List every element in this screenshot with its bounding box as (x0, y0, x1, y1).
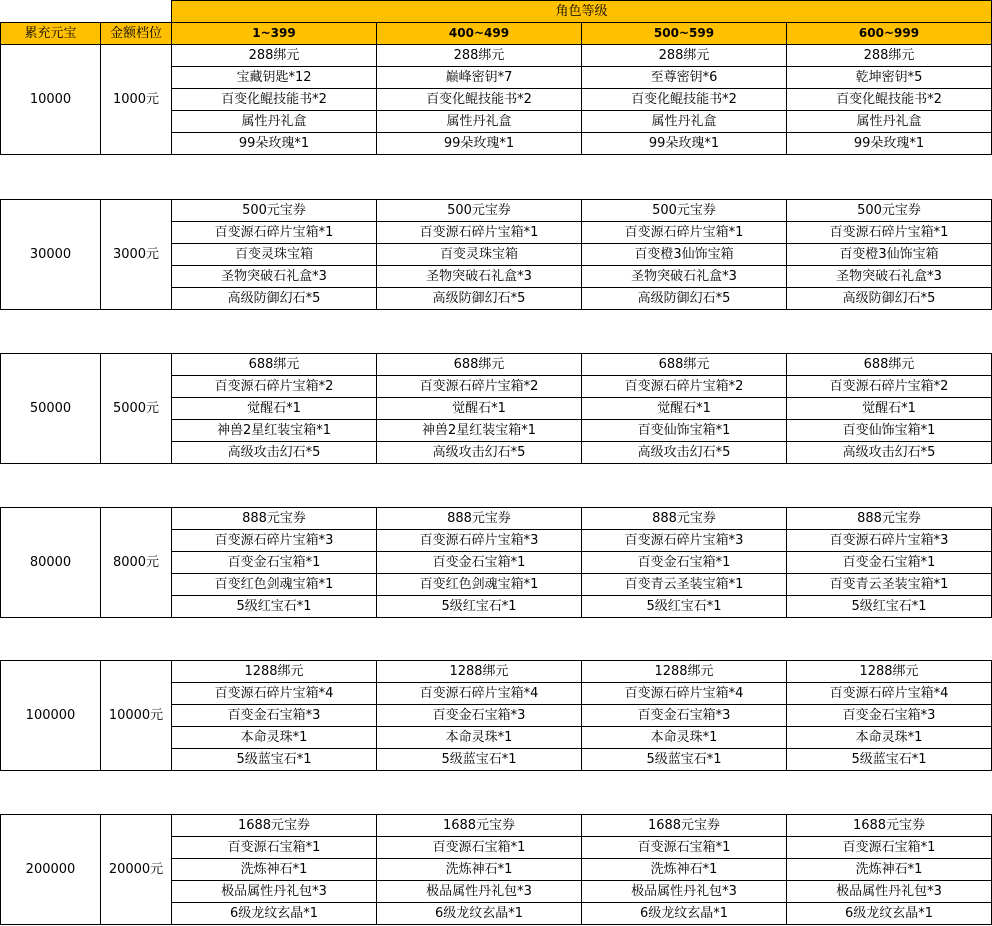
reward-cell: 高级防御幻石*5 (172, 288, 377, 310)
reward-cell: 巅峰密钥*7 (377, 67, 582, 89)
reward-cell: 百变金石宝箱*3 (172, 705, 377, 727)
tier-yuanbao: 50000 (1, 354, 101, 464)
reward-cell: 6级龙纹玄晶*1 (787, 903, 992, 925)
reward-cell: 288绑元 (377, 45, 582, 67)
reward-cell: 500元宝券 (377, 200, 582, 222)
reward-cell: 百变源石碎片宝箱*3 (377, 530, 582, 552)
reward-cell: 5级红宝石*1 (582, 596, 787, 618)
reward-cell: 百变源石宝箱*1 (377, 837, 582, 859)
reward-cell: 百变仙饰宝箱*1 (582, 420, 787, 442)
reward-cell: 百变金石宝箱*3 (377, 705, 582, 727)
reward-cell: 百变源石碎片宝箱*2 (787, 376, 992, 398)
tier-yuanbao: 100000 (1, 661, 101, 771)
header-total-yuanbao: 累充元宝 (1, 23, 101, 45)
reward-table (0, 0, 992, 155)
reward-cell: 99朵玫瑰*1 (377, 133, 582, 155)
reward-cell: 百变源石碎片宝箱*4 (172, 683, 377, 705)
reward-cell: 百变红色剑魂宝箱*1 (377, 574, 582, 596)
tier-amount: 8000元 (101, 508, 172, 618)
reward-cell: 1288绑元 (172, 661, 377, 683)
reward-cell: 百变化鲲技能书*2 (787, 89, 992, 111)
reward-cell: 至尊密钥*6 (582, 67, 787, 89)
reward-cell: 圣物突破石礼盒*3 (377, 266, 582, 288)
reward-cell: 本命灵珠*1 (787, 727, 992, 749)
reward-cell: 百变化鲲技能书*2 (582, 89, 787, 111)
reward-cell: 688绑元 (582, 354, 787, 376)
reward-cell: 688绑元 (377, 354, 582, 376)
reward-cell: 高级攻击幻石*5 (787, 442, 992, 464)
reward-cell: 百变金石宝箱*3 (582, 705, 787, 727)
reward-cell: 百变源石碎片宝箱*1 (582, 222, 787, 244)
reward-cell: 500元宝券 (172, 200, 377, 222)
reward-cell: 觉醒石*1 (787, 398, 992, 420)
reward-cell: 百变源石宝箱*1 (172, 837, 377, 859)
reward-cell: 百变橙3仙饰宝箱 (582, 244, 787, 266)
reward-cell: 5级红宝石*1 (787, 596, 992, 618)
reward-cell: 288绑元 (172, 45, 377, 67)
reward-cell: 99朵玫瑰*1 (787, 133, 992, 155)
reward-cell: 1688元宝券 (172, 815, 377, 837)
reward-cell: 圣物突破石礼盒*3 (172, 266, 377, 288)
table-row (1, 815, 992, 837)
reward-cell: 500元宝券 (582, 200, 787, 222)
table-row (1, 200, 992, 222)
reward-cell: 99朵玫瑰*1 (582, 133, 787, 155)
tier-yuanbao: 200000 (1, 815, 101, 925)
table-row (1, 354, 992, 376)
tier-amount: 3000元 (101, 200, 172, 310)
reward-cell: 99朵玫瑰*1 (172, 133, 377, 155)
reward-cell: 百变源石宝箱*1 (787, 837, 992, 859)
tier-group (1, 45, 992, 155)
reward-cell: 极品属性丹礼包*3 (377, 881, 582, 903)
table-row (1, 661, 992, 683)
reward-cell: 百变源石碎片宝箱*4 (582, 683, 787, 705)
reward-cell: 属性丹礼盒 (172, 111, 377, 133)
reward-cell: 5级红宝石*1 (377, 596, 582, 618)
reward-cell: 1288绑元 (377, 661, 582, 683)
reward-cell: 百变灵珠宝箱 (172, 244, 377, 266)
header-role-level: 角色等级 (172, 1, 992, 23)
reward-cell: 5级蓝宝石*1 (172, 749, 377, 771)
header-level-3: 500~599 (582, 23, 787, 45)
tier-amount: 20000元 (101, 815, 172, 925)
reward-cell: 5级蓝宝石*1 (787, 749, 992, 771)
reward-cell: 极品属性丹礼包*3 (172, 881, 377, 903)
reward-cell: 百变源石碎片宝箱*2 (377, 376, 582, 398)
reward-cell: 神兽2星红装宝箱*1 (377, 420, 582, 442)
reward-cell: 5级红宝石*1 (172, 596, 377, 618)
tier-group (1, 200, 992, 310)
reward-cell: 888元宝券 (377, 508, 582, 530)
reward-cell: 百变金石宝箱*1 (172, 552, 377, 574)
tier-table (0, 199, 992, 310)
reward-cell: 属性丹礼盒 (787, 111, 992, 133)
tier-table (0, 353, 992, 464)
reward-cell: 百变灵珠宝箱 (377, 244, 582, 266)
reward-cell: 688绑元 (787, 354, 992, 376)
header-amount-tier: 金额档位 (101, 23, 172, 45)
reward-cell: 百变橙3仙饰宝箱 (787, 244, 992, 266)
reward-cell: 本命灵珠*1 (172, 727, 377, 749)
header-blank (1, 1, 172, 23)
reward-cell: 高级防御幻石*5 (377, 288, 582, 310)
tier-amount: 1000元 (101, 45, 172, 155)
reward-cell: 百变红色剑魂宝箱*1 (172, 574, 377, 596)
reward-cell: 888元宝券 (787, 508, 992, 530)
reward-cell: 288绑元 (582, 45, 787, 67)
reward-cell: 圣物突破石礼盒*3 (582, 266, 787, 288)
reward-cell: 百变源石碎片宝箱*1 (787, 222, 992, 244)
reward-cell: 百变化鲲技能书*2 (172, 89, 377, 111)
reward-cell: 百变化鲲技能书*2 (377, 89, 582, 111)
reward-cell: 本命灵珠*1 (377, 727, 582, 749)
tier-group (1, 815, 992, 925)
header-level-2: 400~499 (377, 23, 582, 45)
reward-cell: 高级防御幻石*5 (582, 288, 787, 310)
reward-cell: 属性丹礼盒 (377, 111, 582, 133)
reward-cell: 高级攻击幻石*5 (172, 442, 377, 464)
tier-table (0, 814, 992, 925)
tier-table (0, 507, 992, 618)
reward-cell: 1288绑元 (582, 661, 787, 683)
reward-cell: 百变源石碎片宝箱*1 (172, 222, 377, 244)
tier-amount: 10000元 (101, 661, 172, 771)
tier-table (0, 660, 992, 771)
reward-cell: 百变源石碎片宝箱*2 (172, 376, 377, 398)
reward-cell: 688绑元 (172, 354, 377, 376)
reward-cell: 500元宝券 (787, 200, 992, 222)
reward-cell: 百变源石宝箱*1 (582, 837, 787, 859)
reward-cell: 5级蓝宝石*1 (377, 749, 582, 771)
reward-cell: 洗炼神石*1 (377, 859, 582, 881)
reward-cell: 百变源石碎片宝箱*3 (787, 530, 992, 552)
reward-cell: 888元宝券 (172, 508, 377, 530)
reward-cell: 洗炼神石*1 (787, 859, 992, 881)
reward-cell: 觉醒石*1 (172, 398, 377, 420)
header-level-1: 1~399 (172, 23, 377, 45)
reward-cell: 高级攻击幻石*5 (377, 442, 582, 464)
reward-cell: 888元宝券 (582, 508, 787, 530)
reward-cell: 6级龙纹玄晶*1 (172, 903, 377, 925)
reward-cell: 百变金石宝箱*1 (582, 552, 787, 574)
tier-amount: 5000元 (101, 354, 172, 464)
reward-cell: 6级龙纹玄晶*1 (582, 903, 787, 925)
reward-cell: 百变金石宝箱*1 (787, 552, 992, 574)
reward-cell: 1288绑元 (787, 661, 992, 683)
reward-cell: 神兽2星红装宝箱*1 (172, 420, 377, 442)
reward-cell: 288绑元 (787, 45, 992, 67)
reward-cell: 百变金石宝箱*1 (377, 552, 582, 574)
tier-group (1, 661, 992, 771)
reward-cell: 百变青云圣装宝箱*1 (582, 574, 787, 596)
reward-cell: 圣物突破石礼盒*3 (787, 266, 992, 288)
reward-cell: 本命灵珠*1 (582, 727, 787, 749)
reward-cell: 1688元宝券 (582, 815, 787, 837)
reward-cell: 极品属性丹礼包*3 (582, 881, 787, 903)
table-row (1, 508, 992, 530)
reward-cell: 百变源石碎片宝箱*2 (582, 376, 787, 398)
reward-cell: 宝藏钥匙*12 (172, 67, 377, 89)
reward-cell: 觉醒石*1 (582, 398, 787, 420)
reward-cell: 极品属性丹礼包*3 (787, 881, 992, 903)
reward-cell: 属性丹礼盒 (582, 111, 787, 133)
reward-cell: 觉醒石*1 (377, 398, 582, 420)
tier-group (1, 354, 992, 464)
reward-cell: 百变源石碎片宝箱*4 (377, 683, 582, 705)
tier-yuanbao: 30000 (1, 200, 101, 310)
table-row (1, 45, 992, 67)
reward-cell: 1688元宝券 (787, 815, 992, 837)
reward-cell: 洗炼神石*1 (582, 859, 787, 881)
reward-cell: 洗炼神石*1 (172, 859, 377, 881)
reward-cell: 1688元宝券 (377, 815, 582, 837)
tier-yuanbao: 80000 (1, 508, 101, 618)
header-level-4: 600~999 (787, 23, 992, 45)
reward-cell: 乾坤密钥*5 (787, 67, 992, 89)
reward-cell: 百变金石宝箱*3 (787, 705, 992, 727)
reward-cell: 百变仙饰宝箱*1 (787, 420, 992, 442)
reward-cell: 百变青云圣装宝箱*1 (787, 574, 992, 596)
reward-cell: 高级防御幻石*5 (787, 288, 992, 310)
reward-cell: 百变源石碎片宝箱*3 (582, 530, 787, 552)
reward-cell: 5级蓝宝石*1 (582, 749, 787, 771)
reward-cell: 百变源石碎片宝箱*4 (787, 683, 992, 705)
reward-cell: 百变源石碎片宝箱*1 (377, 222, 582, 244)
reward-cell: 高级攻击幻石*5 (582, 442, 787, 464)
tier-yuanbao: 10000 (1, 45, 101, 155)
reward-cell: 6级龙纹玄晶*1 (377, 903, 582, 925)
reward-cell: 百变源石碎片宝箱*3 (172, 530, 377, 552)
tier-group (1, 508, 992, 618)
